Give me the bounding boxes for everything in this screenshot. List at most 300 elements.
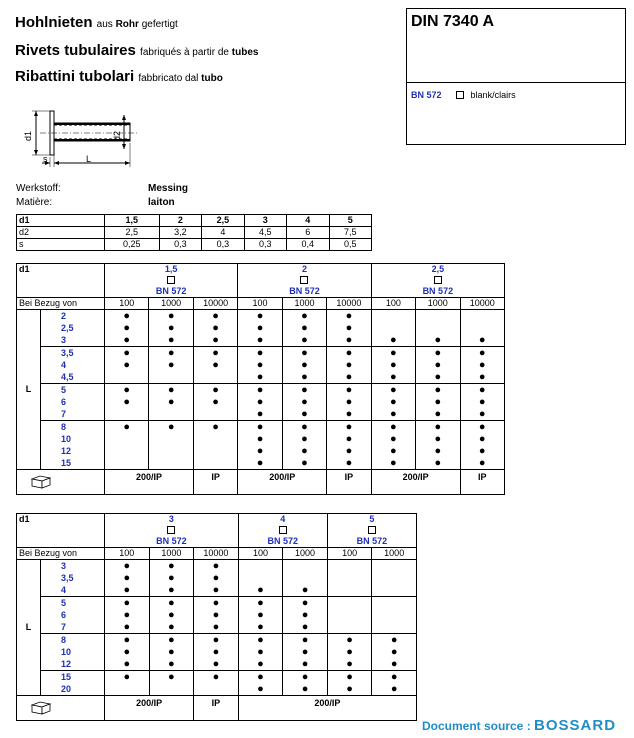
length-cell: 20 [41,683,105,696]
availability-dot: ● [194,671,239,684]
packaging-cell: 200/IP [371,470,460,495]
empty-cell [105,371,149,384]
length-cell: 12 [41,658,105,671]
length-cell: 15 [41,671,105,684]
empty-cell [416,322,460,334]
availability-dot: ● [149,634,194,647]
availability-dot: ● [327,384,371,397]
availability-dot: ● [149,421,193,434]
length-cell: 2 [41,310,105,323]
availability-dot: ● [149,396,193,408]
group-bn-label: BN 572 [155,286,187,296]
availability-dot: ● [283,597,328,610]
availability-dot: ● [238,334,282,347]
empty-cell [193,433,237,445]
availability-dot: ● [238,421,282,434]
availability-dot: ● [327,683,372,696]
availability-dot: ● [283,671,328,684]
table-row [17,646,417,658]
availability-dot: ● [105,384,149,397]
qty-cell: 1000 [372,548,417,560]
qty-cell: 1000 [416,298,460,310]
availability-dot: ● [371,371,415,384]
availability-dot: ● [105,671,150,684]
empty-cell [371,310,415,323]
availability-dot: ● [105,658,150,671]
availability-dot: ● [371,396,415,408]
empty-cell [105,445,149,457]
availability-dot: ● [105,347,149,360]
availability-dot: ● [193,421,237,434]
table-row [17,445,505,457]
qty-cell: 10000 [460,298,504,310]
availability-table-2: d1 3 4 5 BN 572 BN 572 BN 572 Bei Bezug von 100 1000 10000 100 1000 100 1000 L 3 ● ● ● 3,5 ● ● ● 4 ● ● ● ● ● 5 ● ● ● ● ● 6 ● ● ● ● ● 7 ● ● ● ● ● 8 ● ● ● ● ● ● ● 10 ● ● ● ● ● ● ● 12 ● ● ● ● ● ● ● 15 ● ● ● ● ● ● ● 20 ● ● ● ● 200/IP IP 200/IP [16,513,417,721]
material-de-label: Werkstoff: [16,183,61,194]
order-checkbox[interactable] [300,276,308,284]
length-cell: 3 [41,560,105,573]
availability-dot: ● [416,347,460,360]
label-s: s [43,154,48,164]
qty-cell: 100 [238,298,282,310]
packaging-cell: IP [193,470,237,495]
title-fr: Rivets tubulaires fabriqués à partir de tubes [15,42,259,59]
qty-cell: 100 [238,548,283,560]
empty-cell [238,572,283,584]
availability-dot: ● [238,445,282,457]
availability-dot: ● [238,597,283,610]
table-row [17,683,417,696]
empty-cell [105,457,149,470]
empty-cell [372,584,417,597]
availability-dot: ● [327,457,371,470]
table-row [17,584,417,597]
availability-dot: ● [416,359,460,371]
availability-table-1: d1 1,5 2 2,5 BN 572 BN 572 BN 572 Bei Bezug von 100 1000 10000 100 1000 10000 100 1000 10000 L 2 ● ● ● ● ● ● 2,5 ● ● ● ● ● ● 3 ● ● ● ● ● ● ● ● ● 3,5 ● ● ● ● ● ● ● ● ● 4 ● ● ● ● ● ● ● ● ● 4,5 ● ● ● ● ● ● 5 ● ● ● ● ● ● ● ● ● 6 ● ● ● ● ● ● ● ● ● 7 ● ● ● ● ● ● 8 ● ● ● ● ● ● ● ● ● 10 ● ● ● ● ● ● 12 ● ● ● ● ● ● 15 ● ● ● ● ● ● 200/IP IP 200/IP IP 200/IP IP [16,263,505,495]
availability-dot: ● [460,457,504,470]
availability-dot: ● [238,347,282,360]
availability-dot: ● [149,671,194,684]
dimension-table [16,214,372,251]
availability-dot: ● [327,396,371,408]
document-source [422,717,616,734]
finish-checkbox[interactable] [456,91,464,99]
availability-dot: ● [149,646,194,658]
empty-cell [327,609,372,621]
availability-dot: ● [460,384,504,397]
qty-cell: 10000 [193,298,237,310]
availability-dot: ● [327,445,371,457]
availability-dot: ● [149,658,194,671]
availability-dot: ● [416,457,460,470]
availability-dot: ● [460,334,504,347]
availability-dot: ● [372,658,417,671]
availability-dot: ● [238,384,282,397]
empty-cell [149,445,193,457]
label-L: L [86,154,92,164]
availability-dot: ● [193,310,237,323]
table-row [17,334,505,347]
availability-dot: ● [238,396,282,408]
group-header-d0: 1,5 [105,264,238,276]
finish-label: blank/clairs [470,90,516,100]
availability-dot: ● [327,658,372,671]
availability-dot: ● [194,621,239,634]
table-row [17,671,417,684]
length-cell: 3,5 [41,347,105,360]
table-row [17,609,417,621]
availability-dot: ● [193,334,237,347]
empty-cell [460,310,504,323]
qty-cell: 100 [105,548,150,560]
empty-cell [372,560,417,573]
availability-dot: ● [372,646,417,658]
group-header-d2: 2,5 [371,264,504,276]
availability-dot: ● [327,408,371,421]
availability-dot: ● [194,609,239,621]
availability-dot: ● [371,384,415,397]
length-cell: 4,5 [41,371,105,384]
empty-cell [105,433,149,445]
availability-dot: ● [149,572,194,584]
availability-dot: ● [105,621,150,634]
length-cell: 5 [41,384,105,397]
availability-dot: ● [327,671,372,684]
empty-cell [372,609,417,621]
packaging-cell: IP [460,470,504,495]
availability-dot: ● [283,658,328,671]
availability-dot: ● [327,371,371,384]
empty-cell [194,683,239,696]
qty-cell: 100 [327,548,372,560]
table-row [17,322,505,334]
qty-cell: 1000 [283,548,328,560]
availability-dot: ● [105,646,150,658]
group-bn-label: BN 572 [356,536,388,546]
packaging-cell: 200/IP [238,696,416,721]
qty-cell: 100 [105,298,149,310]
din-title: DIN 7340 A [411,13,494,30]
empty-cell [372,572,417,584]
availability-dot: ● [327,359,371,371]
empty-cell [149,371,193,384]
table-row [17,421,505,434]
availability-dot: ● [416,396,460,408]
availability-dot: ● [149,334,193,347]
qty-cell: 100 [371,298,415,310]
packaging-cell: 200/IP [238,470,327,495]
availability-dot: ● [282,457,326,470]
availability-dot: ● [282,371,326,384]
availability-dot: ● [372,671,417,684]
availability-dot: ● [194,658,239,671]
packaging-cell: 200/IP [105,696,194,721]
group-header-d1: 2 [238,264,371,276]
length-cell: 2,5 [41,322,105,334]
availability-dot: ● [149,621,194,634]
availability-dot: ● [282,408,326,421]
material-de-value: Messing [148,183,189,194]
availability-dot: ● [194,560,239,573]
length-cell: 7 [41,408,105,421]
order-checkbox[interactable] [368,526,376,534]
table-row [17,634,417,647]
availability-dot: ● [460,396,504,408]
availability-dot: ● [238,634,283,647]
empty-cell [327,597,372,610]
availability-dot: ● [149,560,194,573]
availability-dot: ● [194,584,239,597]
availability-dot: ● [238,408,282,421]
qty-cell: 1000 [282,298,326,310]
availability-dot: ● [105,359,149,371]
label-d2: d2 [112,130,122,142]
availability-dot: ● [282,359,326,371]
availability-dot: ● [283,609,328,621]
group-bn-label: BN 572 [156,536,187,546]
availability-dot: ● [460,347,504,360]
availability-dot: ● [283,646,328,658]
availability-dot: ● [371,359,415,371]
availability-dot: ● [105,334,149,347]
package-icon [29,699,53,715]
length-cell: 8 [41,634,105,647]
availability-dot: ● [327,646,372,658]
table-row [17,433,505,445]
length-cell: 3,5 [41,572,105,584]
L-label: L [17,560,41,696]
length-cell: 4 [41,359,105,371]
availability-dot: ● [149,609,194,621]
bezug-label: Bei Bezug von [17,298,105,310]
length-cell: 7 [41,621,105,634]
availability-dot: ● [283,621,328,634]
dim-row-d2: d2 2,5 3,2 4 4,5 6 7,5 [17,227,372,239]
availability-dot: ● [371,408,415,421]
availability-dot: ● [371,433,415,445]
availability-dot: ● [371,347,415,360]
table-row [17,658,417,671]
availability-dot: ● [416,334,460,347]
order-checkbox[interactable] [167,276,175,284]
empty-cell [283,560,328,573]
table-row [17,408,505,421]
availability-dot: ● [372,634,417,647]
availability-dot: ● [416,445,460,457]
title-it: Ribattini tubolari fabbricato dal tubo [15,68,223,85]
table-row [17,457,505,470]
bossard-logo: BOSSARD [534,717,617,734]
availability-dot: ● [149,310,193,323]
group-bn-label: BN 572 [289,286,320,296]
material-fr-label: Matière: [16,197,53,208]
table-row [17,572,417,584]
availability-dot: ● [460,359,504,371]
availability-dot: ● [194,572,239,584]
length-cell: 10 [41,646,105,658]
availability-dot: ● [193,322,237,334]
availability-dot: ● [238,310,282,323]
availability-dot: ● [238,584,283,597]
empty-cell [193,457,237,470]
bezug-label: Bei Bezug von [17,548,105,560]
availability-dot: ● [105,560,150,573]
din-box [406,8,626,145]
order-checkbox[interactable] [167,526,175,534]
length-cell: 10 [41,433,105,445]
availability-dot: ● [283,634,328,647]
qty-cell: 10000 [327,298,371,310]
availability-dot: ● [238,683,283,696]
availability-dot: ● [149,322,193,334]
empty-cell [460,322,504,334]
order-checkbox[interactable] [279,526,287,534]
availability-dot: ● [282,384,326,397]
length-cell: 8 [41,421,105,434]
length-cell: 6 [41,396,105,408]
availability-dot: ● [372,683,417,696]
availability-dot: ● [149,347,193,360]
rivet-drawing [22,103,142,175]
title-de: Hohlnieten aus Rohr gefertigt [15,14,178,31]
din-bn: BN 572 [411,90,442,100]
availability-dot: ● [105,609,150,621]
packaging-cell: IP [327,470,371,495]
empty-cell [372,597,417,610]
availability-dot: ● [238,433,282,445]
availability-dot: ● [460,433,504,445]
availability-dot: ● [238,457,282,470]
availability-dot: ● [238,671,283,684]
availability-dot: ● [105,634,150,647]
length-cell: 4 [41,584,105,597]
group-header-d0: 3 [105,514,239,526]
availability-dot: ● [149,597,194,610]
empty-cell [105,408,149,421]
table-row [17,621,417,634]
availability-dot: ● [149,359,193,371]
empty-cell [149,457,193,470]
availability-dot: ● [238,322,282,334]
material-fr-value: laiton [148,197,175,208]
table-row [17,597,417,610]
availability-dot: ● [194,597,239,610]
availability-dot: ● [282,445,326,457]
length-cell: 5 [41,597,105,610]
availability-dot: ● [193,347,237,360]
table-row [17,371,505,384]
availability-dot: ● [105,396,149,408]
group-header-d1: 4 [238,514,327,526]
packaging-cell: IP [194,696,239,721]
availability-dot: ● [238,621,283,634]
package-icon [29,473,53,489]
empty-cell [149,683,194,696]
availability-dot: ● [105,572,150,584]
L-label: L [17,310,41,470]
table-row [17,384,505,397]
empty-cell [416,310,460,323]
availability-dot: ● [282,347,326,360]
availability-dot: ● [371,445,415,457]
availability-dot: ● [149,384,193,397]
table-row [17,560,417,573]
length-cell: 3 [41,334,105,347]
availability-dot: ● [149,584,194,597]
availability-dot: ● [238,658,283,671]
availability-dot: ● [327,310,371,323]
availability-dot: ● [371,457,415,470]
availability-dot: ● [283,683,328,696]
availability-dot: ● [371,421,415,434]
availability-dot: ● [371,334,415,347]
availability-dot: ● [327,421,371,434]
qty-cell: 1000 [149,548,194,560]
availability-dot: ● [194,634,239,647]
length-cell: 15 [41,457,105,470]
empty-cell [193,408,237,421]
document-source-label: Document source : [422,719,531,733]
availability-dot: ● [238,609,283,621]
empty-cell [372,621,417,634]
availability-dot: ● [327,334,371,347]
qty-cell: 1000 [149,298,193,310]
table-row [17,396,505,408]
availability-dot: ● [282,421,326,434]
table-row [17,310,505,323]
empty-cell [327,560,372,573]
availability-dot: ● [283,584,328,597]
empty-cell [283,572,328,584]
availability-dot: ● [282,322,326,334]
availability-dot: ● [238,359,282,371]
availability-dot: ● [105,597,150,610]
availability-dot: ● [460,421,504,434]
availability-dot: ● [416,384,460,397]
empty-cell [149,433,193,445]
availability-dot: ● [105,584,150,597]
availability-dot: ● [282,334,326,347]
label-d1: d1 [23,130,33,142]
availability-dot: ● [460,445,504,457]
packaging-cell: 200/IP [105,470,194,495]
group-bn-label: BN 572 [422,286,454,296]
availability-dot: ● [282,396,326,408]
table-row [17,359,505,371]
empty-cell [327,584,372,597]
empty-cell [327,572,372,584]
qty-cell: 10000 [194,548,239,560]
availability-dot: ● [416,421,460,434]
empty-cell [149,408,193,421]
length-cell: 12 [41,445,105,457]
availability-dot: ● [327,634,372,647]
empty-cell [105,683,150,696]
availability-dot: ● [416,408,460,421]
empty-cell [371,322,415,334]
availability-dot: ● [416,371,460,384]
empty-cell [193,371,237,384]
availability-dot: ● [282,310,326,323]
empty-cell [327,621,372,634]
availability-dot: ● [238,646,283,658]
length-cell: 6 [41,609,105,621]
availability-dot: ● [194,646,239,658]
availability-dot: ● [460,371,504,384]
dim-header-row: d1 1,5 2 2,5 3 4 5 [17,215,372,227]
order-checkbox[interactable] [434,276,442,284]
availability-dot: ● [105,322,149,334]
empty-cell [238,560,283,573]
